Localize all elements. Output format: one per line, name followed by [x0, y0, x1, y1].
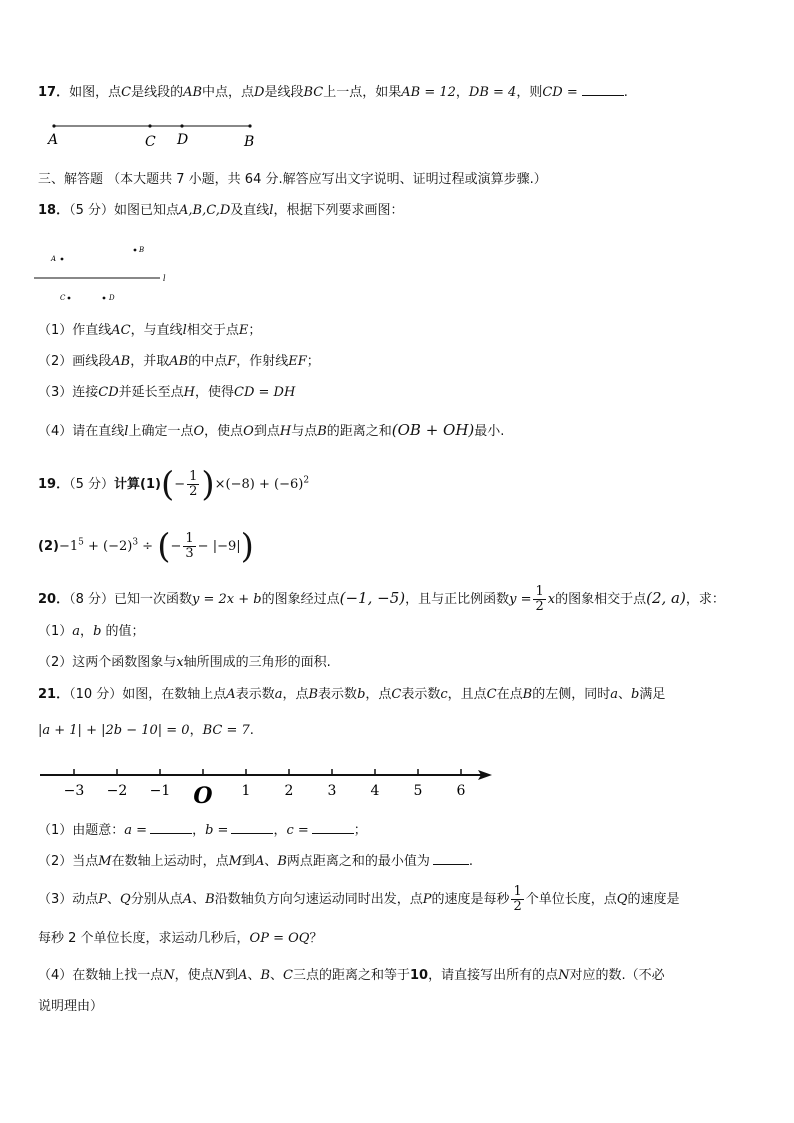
q18-sub2: （2）画线段AB，并取AB的中点F，作射线EF； [38, 354, 320, 369]
q19-line1: 19．（5 分）计算(1)(− $\frac{1}{2}$ )$\times(-8) + (-6)^2$ [38, 464, 310, 505]
q21-number-line [40, 765, 500, 809]
q18-sub1: （1）作直线AC，与直线l相交于点E； [38, 323, 262, 338]
number-line-origin-label: O [193, 783, 213, 809]
section-3-heading: 三、解答题 （本大题共 7 小题，共 64 分.解答应写出文字说明、证明过程或演算步骤.） [38, 172, 547, 187]
q19-number: 19． [38, 477, 70, 492]
q17-segment-figure [40, 116, 270, 154]
q18-line: 18．（5 分）如图已知点A,B,C,D及直线l，根据下列要求画图： [38, 203, 404, 218]
q17-label-a: A [48, 132, 59, 148]
number-line-label: −2 [106, 783, 128, 799]
answer-blank-a[interactable] [150, 820, 192, 834]
q20-number: 20． [38, 592, 70, 607]
q18-point-c-dot [68, 297, 71, 300]
q18-point-d-dot [103, 297, 106, 300]
q17-text: 如图，点C是线段的AB中点，点D是线段BC上一点，如果AB = 12，DB = 4，则CD = . [69, 85, 628, 100]
q19-fraction-one-half: $\frac{1}{2}$ [189, 469, 198, 499]
q19-fraction-one-third: $\frac{1}{3}$ [185, 531, 194, 561]
q18-sub4: （4）请在直线l上确定一点O，使点O到点H与点B的距离之和(OB + OH)最小. [38, 421, 505, 439]
q21-sub4: （4）在数轴上找一点N，使点N到A、B、C三点的距离之和等于10，请直接写出所有的点N对应的数.（不必 [38, 968, 665, 983]
number-line-label: 1 [241, 783, 251, 799]
q18-label-c: C [60, 294, 66, 302]
number-line-label: 5 [413, 783, 423, 799]
q21-line1: 21．（10 分）如图，在数轴上点A表示数a，点B表示数b，点C表示数c，且点C在点B的左侧，同时a、b满足 [38, 687, 666, 702]
q17-point-c-dot [148, 124, 151, 127]
q21-fraction-one-half: $\frac{1}{2}$ [513, 884, 522, 914]
q20-sub2: （2）这两个函数图象与x轴所围成的三角形的面积. [38, 655, 331, 670]
number-line-label: 3 [327, 783, 337, 799]
q21-sub1: （1）由题意：a = ，b = ，c = ； [38, 820, 367, 841]
q17-label-d: D [177, 132, 189, 148]
q17-point-d-dot [180, 124, 183, 127]
number-line-label: −3 [63, 783, 85, 799]
q18-sub3: （3）连接CD并延长至点H，使得CD = DH [38, 385, 296, 400]
q20-sub1: （1）a，b 的值； [38, 624, 145, 639]
q17-line [38, 82, 628, 103]
q17-answer-blank[interactable] [582, 82, 624, 96]
number-line-label: 6 [456, 783, 466, 799]
q18-figure [34, 240, 184, 308]
q18-label-a: A [51, 255, 57, 263]
q17-label-c: C [145, 134, 156, 150]
q21-number: 21． [38, 687, 70, 702]
answer-blank-min-distance[interactable] [433, 851, 469, 865]
number-line-label: 2 [284, 783, 294, 799]
q18-point-a-dot [61, 258, 64, 261]
q21-sub2: （2）当点M在数轴上运动时，点M到A、B两点距离之和的最小值为 . [38, 851, 473, 872]
q18-label-b: B [139, 246, 145, 254]
q17-number: 17． [38, 85, 70, 100]
q21-sub4-cont: 说明理由） [38, 999, 104, 1014]
q18-point-b-dot [134, 249, 137, 252]
q20-fraction-one-half: $\frac{1}{2}$ [535, 584, 544, 614]
q18-label-d: D [109, 294, 115, 302]
q21-line2: |a + 1| + |2b − 10| = 0，BC = 7. [38, 723, 254, 738]
q21-sub3-cont: 每秒 2 个单位长度，求运动几秒后，OP = OQ？ [38, 931, 323, 946]
q19-line2: $(2)-1^5 + (-2)^3$ ÷ (− $\frac{1}{3}$ − |−9|) [38, 526, 254, 567]
q17-label-b: B [244, 134, 255, 150]
number-line-label: 4 [370, 783, 380, 799]
answer-blank-c[interactable] [312, 820, 354, 834]
q18-number: 18． [38, 203, 70, 218]
q20-line: 20．（8 分）已知一次函数y = 2x + b的图象经过点(−1, −5)，且与正比例函数y = $\frac{1}{2}$ x的图象相交于点(2, a)，求： [38, 584, 725, 614]
number-line-label: −1 [149, 783, 171, 799]
q17-point-a-dot [52, 124, 55, 127]
q18-label-l: l [163, 274, 166, 283]
q17-point-b-dot [248, 124, 251, 127]
q21-sub3: （3）动点P、Q分别从点A、B沿数轴负方向匀速运动同时出发，点P的速度是每秒 $\frac{1}{2}$ 个单位长度，点Q的速度是 [38, 884, 680, 914]
answer-blank-b[interactable] [231, 820, 273, 834]
